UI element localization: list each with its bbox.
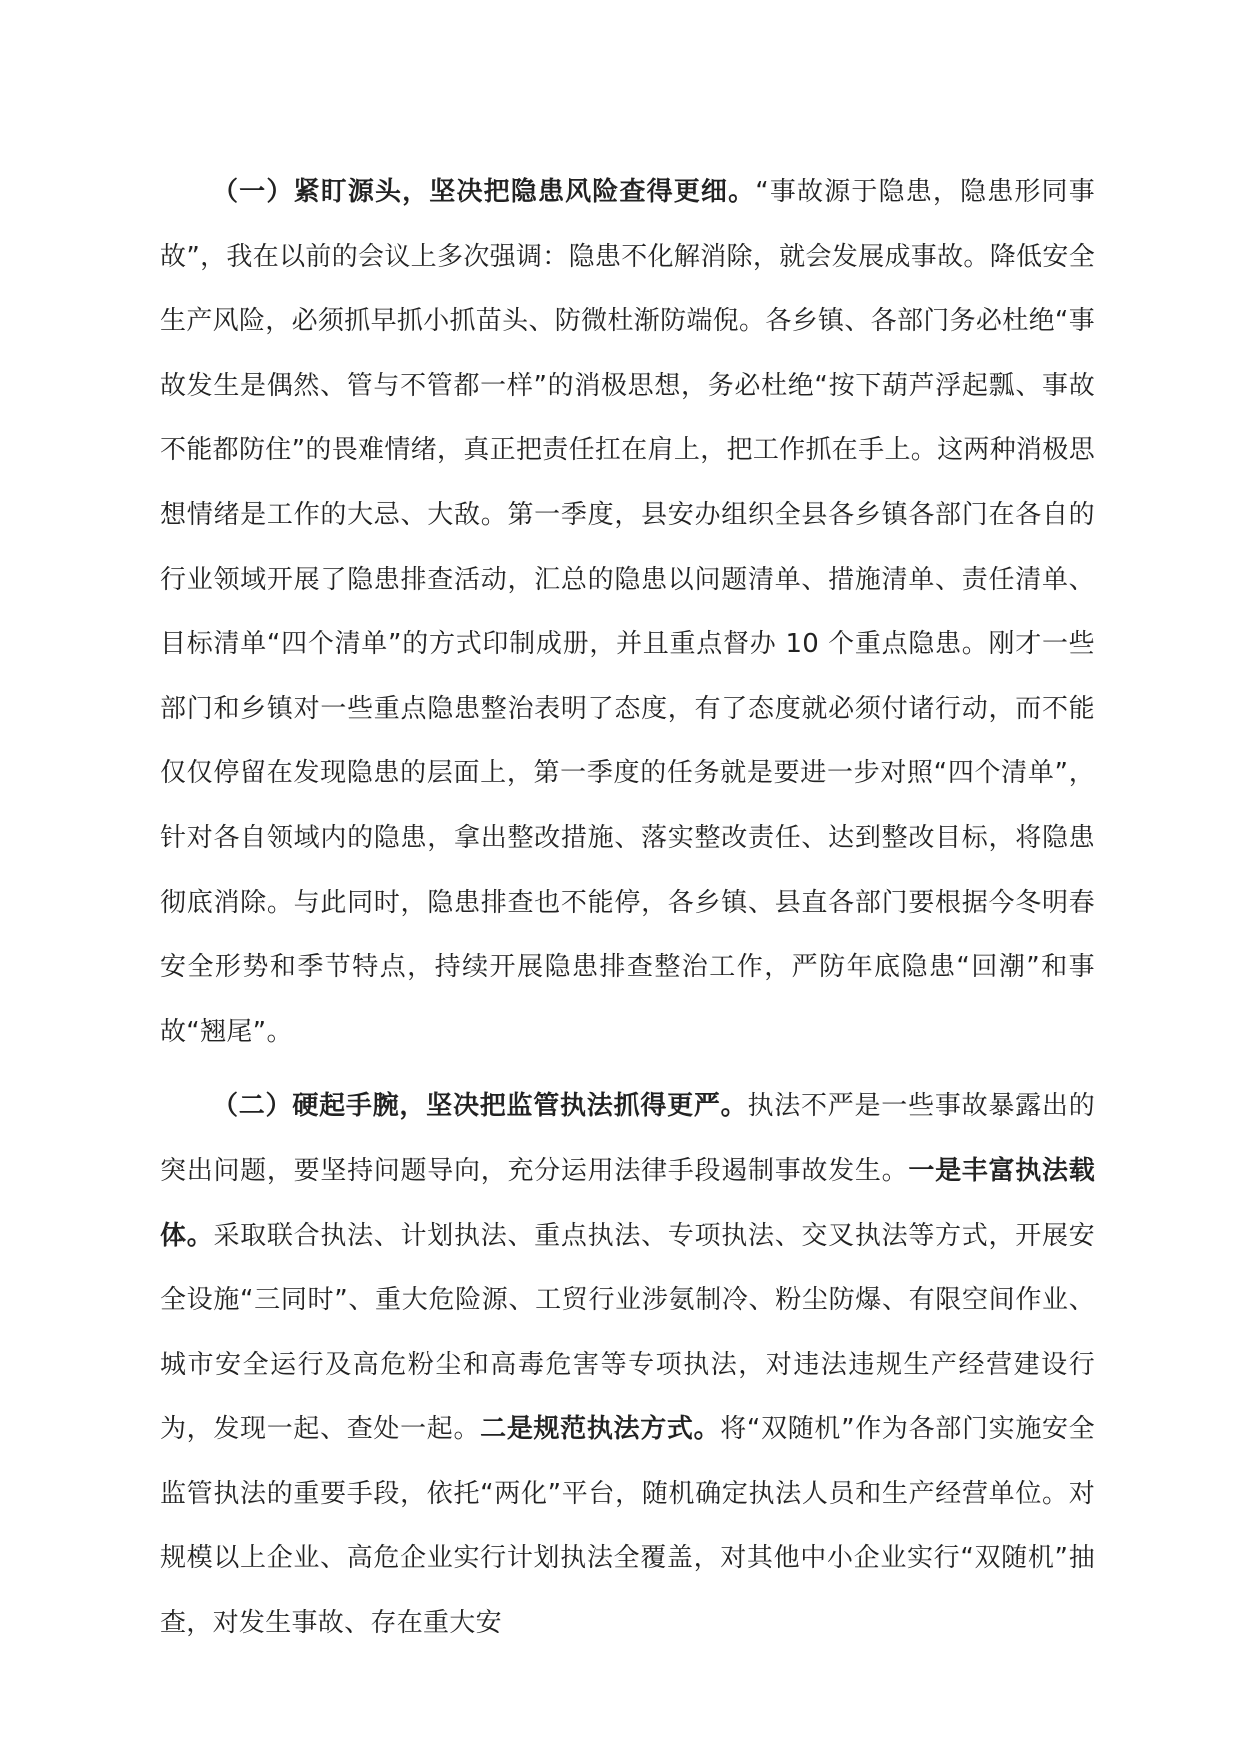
paragraph-1-text: “事故源于隐患，隐患形同事故”，我在以前的会议上多次强调：隐患不化解消除，就会发展成事故。降低安全生产风险，必须抓早抓小抓苗头、防微杜渐防端倪。各乡镇、各部门务必杜绝“事故发生是偶然、管与不管都一样”的消极思想，务必杜绝“按下葫芦浮起瓢、事故不能都防住”的畏难情绪，真正把责任扛在肩上，把工作抓在手上。这两种消极思想情绪是工作的大忌、大敌。第一季度，县安办组织全县各乡镇各部门在各自的行业领域开展了隐患排查活动，汇总的隐患以问题清单、措施清单、责任清单、目标清单“四个清单”的方式印制成册，并且重点督办 10 个重点隐患。刚才一些部门和乡镇对一些重点隐患整治表明了态度，有了态度就必须付诸行动，而不能仅仅停留在发现隐患的层面上，第一季度的任务就是要进一步对照“四个清单”，针对各自领域内的隐患，拿出整改措施、落实整改责任、达到整改目标，将隐患彻底消除。与此同时，隐患排查也不能停，各乡镇、县直各部门要根据今冬明春安全形势和季节特点，持续开展隐患排查整治工作，严防年底隐患“回潮”和事故“翘尾”。 [160, 177, 1095, 1047]
paragraph-2-point-1: 一是丰富执法载体。 [160, 1155, 1095, 1251]
paragraph-2-text-2: 采取联合执法、计划执法、重点执法、专项执法、交叉执法等方式，开展安全设施“三同时”、重大危险源、工贸行业涉氨制冷、粉尘防爆、有限空间作业、城市安全运行及高危粉尘和高毒危害等专项执法，对违法违规生产经营建设行为，发现一起、查处一起。 [160, 1220, 1095, 1445]
paragraph-1 [160, 160, 1095, 1064]
document-page [160, 160, 1095, 1656]
paragraph-2-point-2: 二是规范执法方式。 [480, 1414, 721, 1445]
paragraph-2-heading: （二）硬起手腕，坚决把监管执法抓得更严。 [212, 1091, 748, 1122]
paragraph-1-heading: （一）紧盯源头，坚决把隐患风险查得更细。 [212, 177, 756, 207]
paragraph-2-text-3: 将“双随机”作为各部门实施安全监管执法的重要手段，依托“两化”平台，随机确定执法人员和生产经营单位。对规模以上企业、高危企业实行计划执法全覆盖，对其他中小企业实行“双随机”抽查，对发生事故、存在重大安 [160, 1414, 1095, 1639]
paragraph-2-text-1: 执法不严是一些事故暴露出的突出问题，要坚持问题导向，充分运用法律手段遏制事故发生。 [160, 1091, 1095, 1186]
paragraph-2 [160, 1074, 1095, 1655]
